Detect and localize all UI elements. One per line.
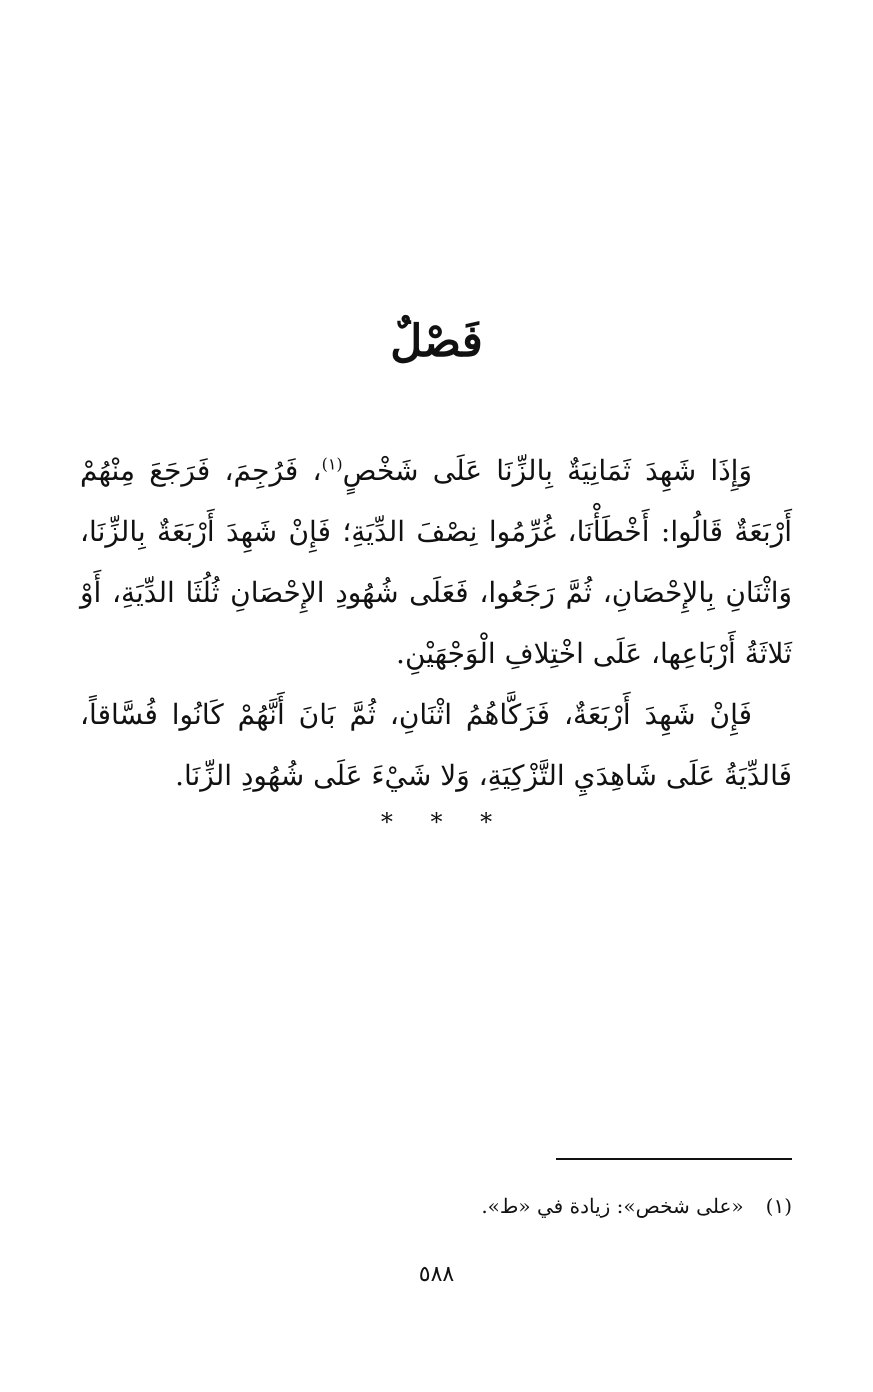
footnote-reference[interactable]: (١) — [321, 454, 343, 474]
paragraph-1-text-start: وَإِذَا شَهِدَ ثَمَانِيَةٌ بِالزِّنَا عَلَى شَخْصٍ — [342, 454, 752, 487]
body-text — [80, 440, 792, 806]
footnote-divider — [556, 1158, 792, 1160]
page-number: ٥٨٨ — [418, 1262, 455, 1287]
paragraph-2: فَإِنْ شَهِدَ أَرْبَعَةٌ، فَزَكَّاهُمُ اثْنَانِ، ثُمَّ بَانَ أَنَّهُمْ كَانُوا فُسَّاقاً، فَالدِّيَةُ عَلَى شَاهِدَيِ التَّزْكِيَةِ، وَلا شَيْءَ عَلَى شُهُودِ الزِّنَا. — [80, 698, 792, 792]
footnote — [80, 1190, 792, 1222]
section-separator: * * * — [380, 808, 493, 836]
paragraph-1 — [80, 440, 792, 684]
footnote-text: «على شخص»: زيادة في «ط». — [481, 1194, 744, 1218]
section-title: فَصْلٌ — [390, 316, 483, 367]
footnote-number: (١) — [765, 1194, 792, 1218]
paragraph-1-text-end: ، فَرُجِمَ، فَرَجَعَ مِنْهُمْ أَرْبَعَةٌ قَالُوا: أَخْطَأْنَا، غُرِّمُوا نِصْفَ الدِّيَةِ؛ فَإِنْ شَهِدَ أَرْبَعَةٌ بِالزِّنَا، وَاثْنَانِ بِالإِحْصَانِ، ثُمَّ رَجَعُوا، فَعَلَى شُهُودِ الإِحْصَانِ ثُلُثَا الدِّيَةِ، أَوْ ثَلاثَةُ أَرْبَاعِها، عَلَى اخْتِلافِ الْوَجْهَيْنِ. — [80, 454, 793, 670]
